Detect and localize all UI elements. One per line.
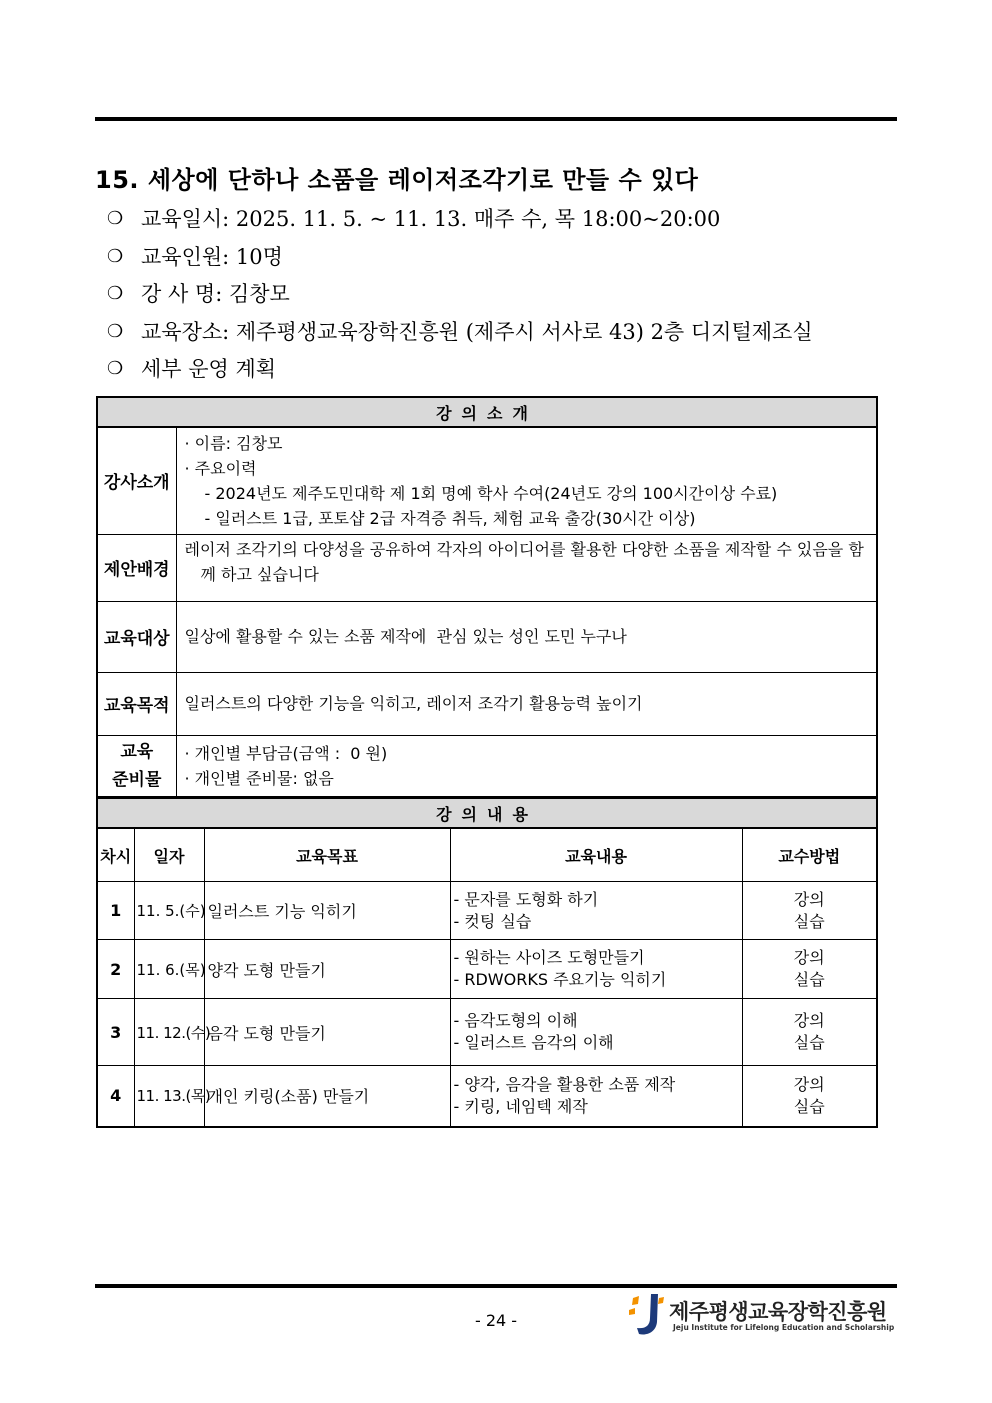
method-item: 실습	[793, 1033, 825, 1052]
bullet-location: 교육장소: 제주평생교육장학진흥원 (제주시 서사로 43) 2층 디지털제조실	[141, 319, 813, 344]
org-name-ko: 제주평생교육장학진흥원	[669, 1300, 887, 1324]
session-goal: 일러스트 기능 익히기	[204, 882, 450, 940]
instructor-name: · 이름: 김창모	[184, 433, 283, 453]
method-item: 강의	[793, 889, 825, 909]
content-section-header: 강의내용	[97, 798, 877, 828]
instructor-label: 강사소개	[97, 427, 176, 534]
bullet-instructor: 강 사 명: 김창모	[141, 282, 290, 306]
circle-bullet-icon: ❍	[107, 245, 124, 267]
footer-rule	[95, 1284, 897, 1288]
page-number: - 24 -	[474, 1311, 518, 1330]
method-item: 강의	[793, 1011, 825, 1030]
circle-bullet-icon: ❍	[107, 208, 124, 229]
content-item: - 컷팅 실습	[453, 911, 532, 931]
bullet-count: 교육인원: 10명	[141, 244, 283, 269]
list-item	[107, 317, 813, 355]
goal-text: 일러스트의 다양한 기능을 익히고, 레이저 조각기 활용능력 높이기	[176, 672, 877, 735]
course-content-table	[96, 797, 878, 1128]
header-method: 교수방법	[742, 828, 877, 882]
org-name-en: Jeju Institute for Lifelong Education and Scholarship	[673, 1323, 895, 1332]
session-goal: 양각 도형 만들기	[204, 940, 450, 999]
session-content	[450, 882, 742, 940]
circle-bullet-icon: ❍	[107, 358, 124, 379]
background-label: 제안배경	[97, 534, 176, 601]
org-emblem-icon	[625, 1292, 667, 1338]
instructor-career-item: - 2024년도 제주도민대학 제 1회 명예 학사 수여(24년도 강의 100시간이상 수료)	[204, 483, 778, 503]
info-list	[107, 204, 813, 392]
session-date: 11. 5.(수)	[134, 882, 204, 940]
table-row	[97, 999, 877, 1066]
session-date: 11. 6.(목)	[134, 940, 204, 999]
supplies-label	[97, 735, 176, 797]
session-number: 4	[97, 1066, 134, 1127]
header-date: 일자	[134, 828, 204, 882]
table-row	[97, 1066, 877, 1127]
instructor-career-heading: · 주요이력	[184, 458, 257, 478]
session-number: 3	[97, 999, 134, 1066]
header-session: 차시	[97, 828, 134, 882]
method-item: 강의	[793, 1074, 825, 1094]
content-item: - RDWORKS 주요기능 익히기	[453, 970, 667, 989]
content-item: - 양각, 음각을 활용한 소품 제작	[453, 1074, 676, 1094]
supplies-cell	[176, 735, 877, 797]
instructor-career-item: - 일러스트 1급, 포토샵 2급 자격증 취득, 체험 교육 출강(30시간 이상)	[204, 508, 696, 528]
bullet-date: 교육일시: 2025. 11. 5. ~ 11. 13. 매주 수, 목 18:00~20:00	[141, 207, 721, 231]
session-method	[742, 882, 877, 940]
supplies-fee: · 개인별 부담금(금액 : 0 원)	[184, 743, 388, 763]
session-content	[450, 940, 742, 999]
content-item: - 문자를 도형화 하기	[453, 889, 599, 909]
list-item	[107, 279, 813, 317]
session-content	[450, 1066, 742, 1127]
header-content: 교육내용	[450, 828, 742, 882]
content-item: - 음각도형의 이해	[453, 1011, 578, 1030]
supplies-label-line: 교육	[120, 741, 154, 762]
method-item: 실습	[793, 970, 825, 989]
session-goal: 음각 도형 만들기	[204, 999, 450, 1066]
target-text: 일상에 활용할 수 있는 소품 제작에 관심 있는 성인 도민 누구나	[176, 601, 877, 672]
method-item: 강의	[793, 948, 825, 967]
supplies-items: · 개인별 준비물: 없음	[184, 768, 334, 788]
method-item: 실습	[793, 911, 825, 931]
session-date: 11. 13.(목)	[134, 1066, 204, 1127]
method-item: 실습	[793, 1096, 825, 1116]
content-item: - 키링, 네임텍 제작	[453, 1096, 588, 1116]
intro-section-header: 강의소개	[97, 397, 877, 427]
goal-label: 교육목적	[97, 672, 176, 735]
session-content	[450, 999, 742, 1066]
org-logo	[625, 1292, 893, 1340]
session-method	[742, 940, 877, 999]
supplies-label-line: 준비물	[112, 769, 162, 790]
content-item: - 원하는 사이즈 도형만들기	[453, 948, 645, 967]
header-goal: 교육목표	[204, 828, 450, 882]
header-rule	[95, 117, 897, 121]
table-row	[97, 882, 877, 940]
circle-bullet-icon: ❍	[107, 320, 124, 342]
instructor-cell	[176, 427, 877, 534]
list-item	[107, 242, 813, 280]
session-date: 11. 12.(수)	[134, 999, 204, 1066]
session-number: 2	[97, 940, 134, 999]
session-method	[742, 999, 877, 1066]
content-item: - 일러스트 음각의 이해	[453, 1033, 614, 1052]
course-intro-table	[96, 396, 878, 798]
list-item	[107, 204, 813, 242]
session-number: 1	[97, 882, 134, 940]
bullet-plan: 세부 운영 계획	[141, 357, 277, 381]
circle-bullet-icon: ❍	[107, 283, 124, 304]
list-item	[107, 354, 813, 392]
page-title: 15. 세상에 단하나 소품을 레이저조각기로 만들 수 있다	[95, 166, 699, 194]
target-label: 교육대상	[97, 601, 176, 672]
session-goal: 개인 키링(소품) 만들기	[204, 1066, 450, 1127]
background-text: 레이저 조각기의 다양성을 공유하여 각자의 아이디어를 활용한 다양한 소품을 제작할 수 있음을 함께 하고 싶습니다	[176, 534, 877, 601]
session-method	[742, 1066, 877, 1127]
table-row	[97, 940, 877, 999]
